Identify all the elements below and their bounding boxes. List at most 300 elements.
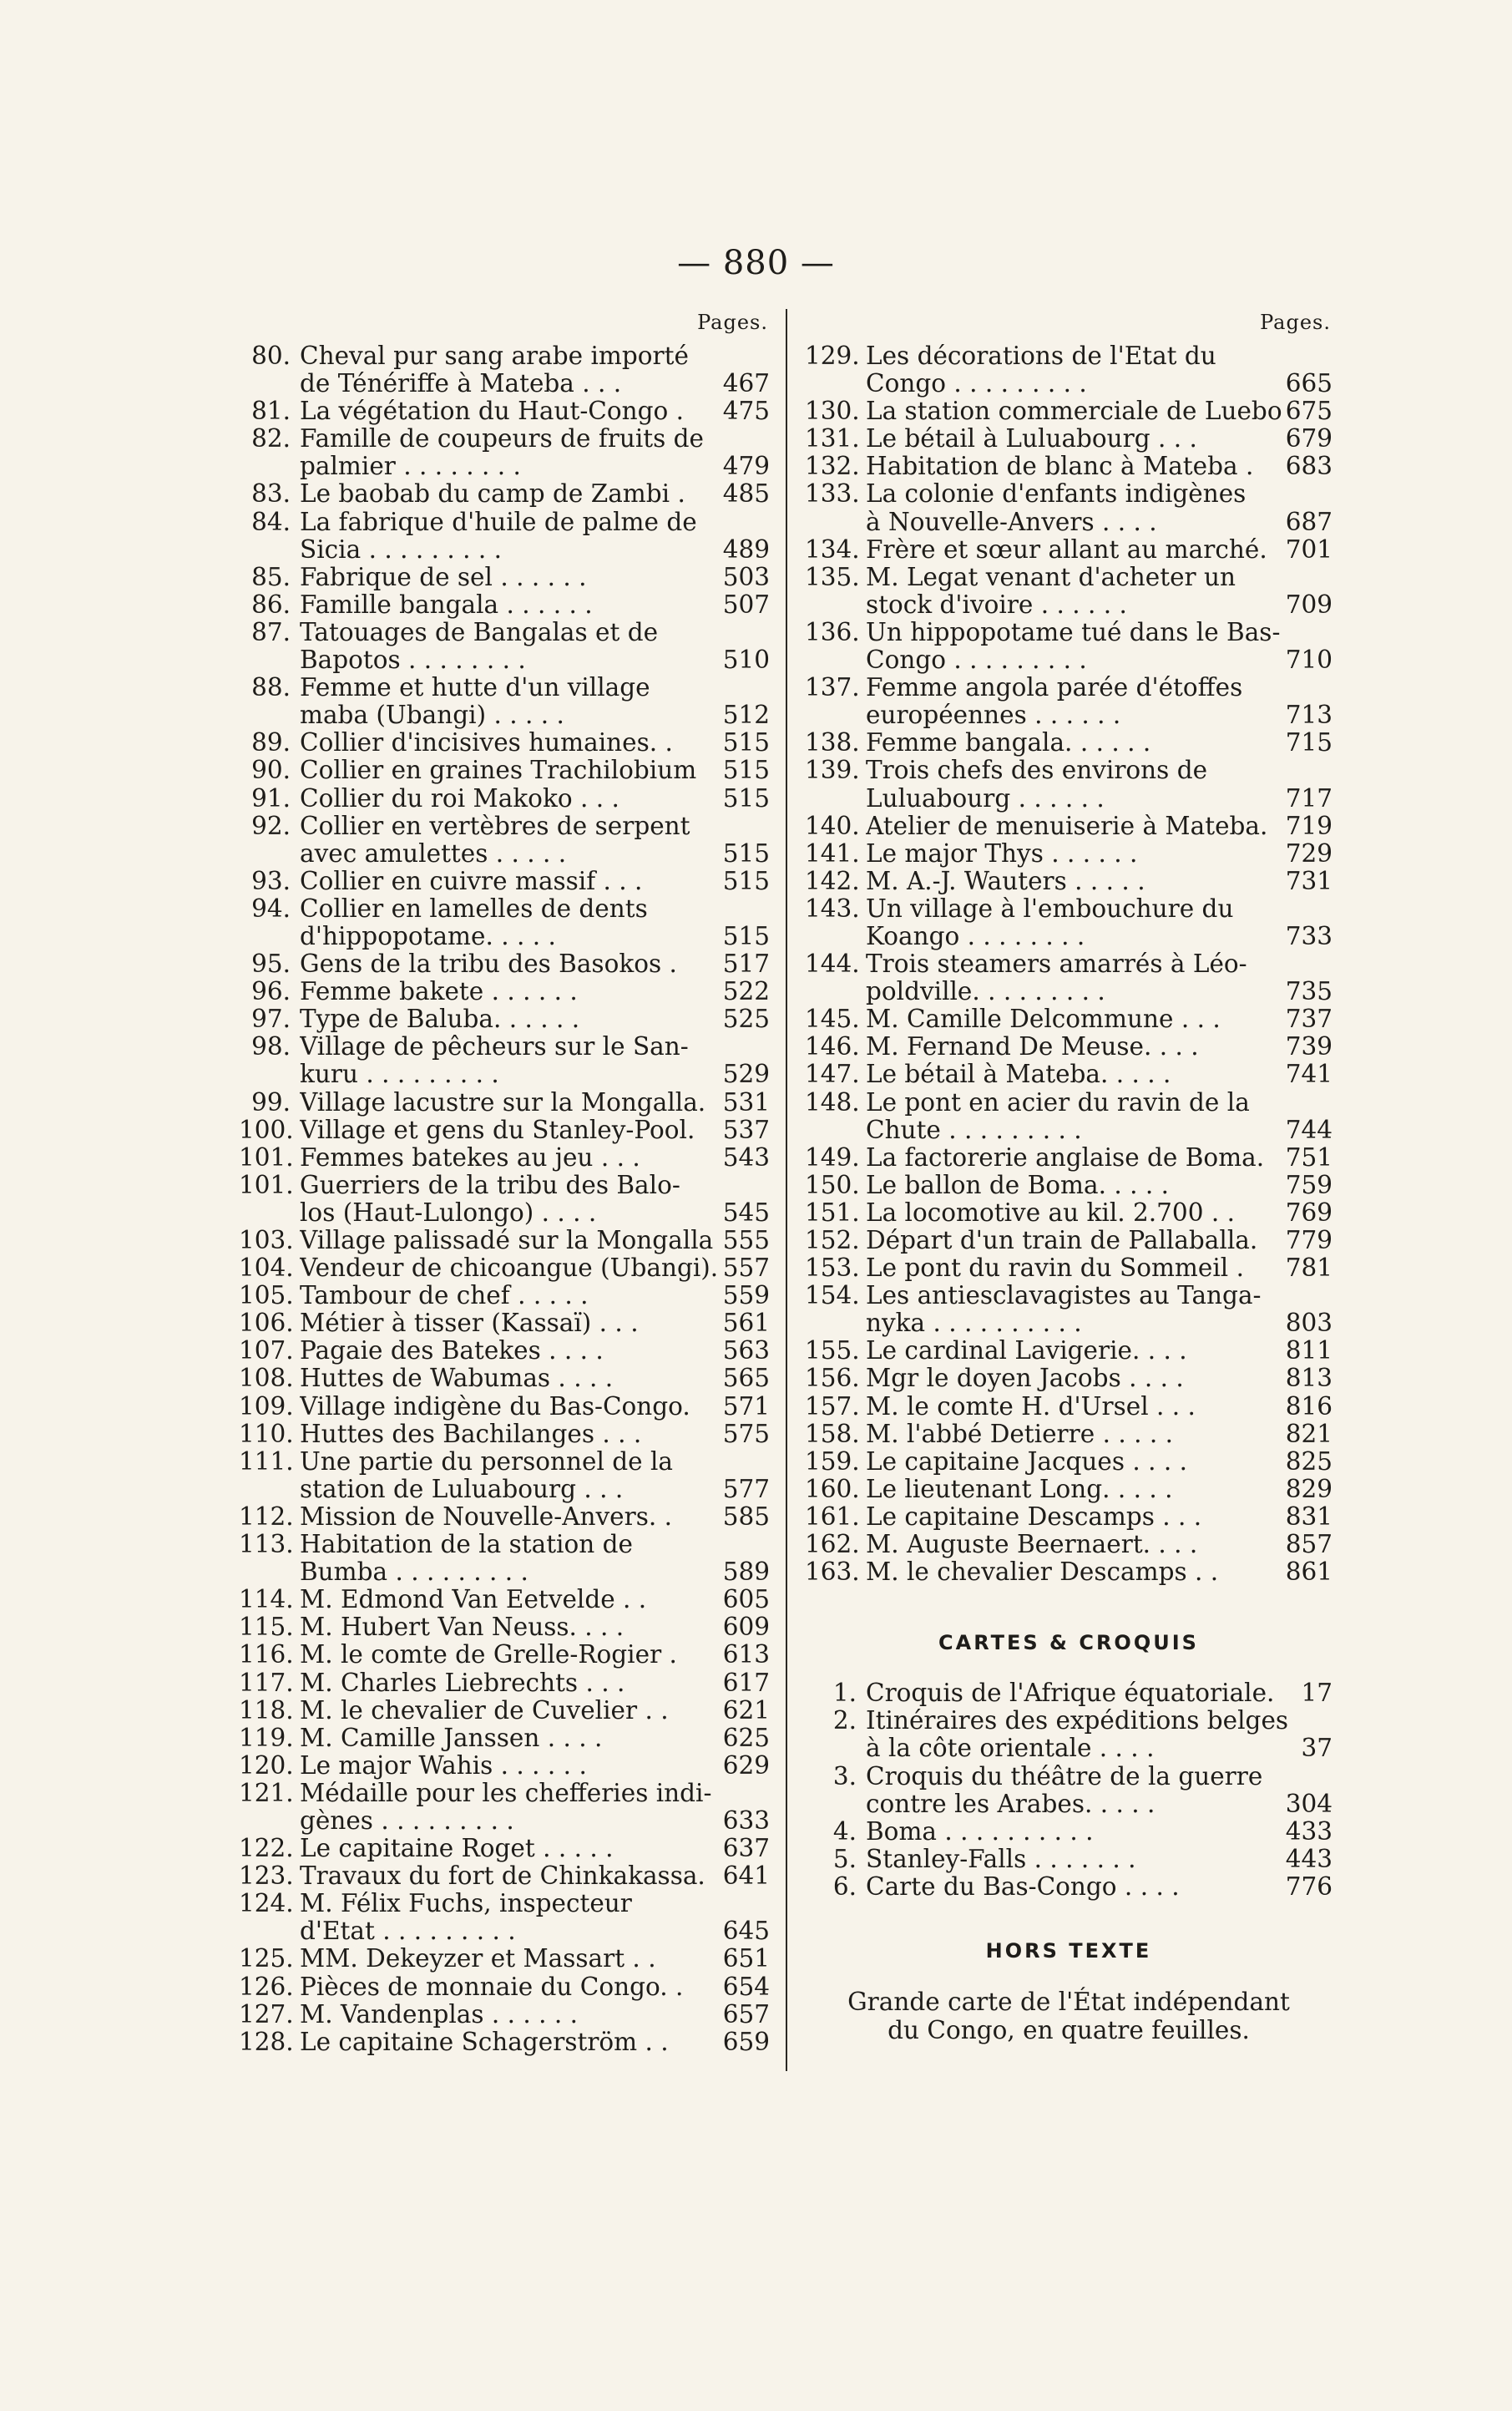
entry-title-line: Cheval pur sang arabe importé bbox=[300, 342, 689, 370]
entry-number: 101. bbox=[239, 1170, 294, 1199]
entry-page-number: 675 bbox=[1285, 397, 1332, 426]
entry-number: 124. bbox=[239, 1889, 294, 1918]
toc-entry bbox=[239, 1337, 770, 1365]
toc-entry bbox=[805, 1476, 1332, 1503]
toc-entry bbox=[805, 425, 1332, 453]
entry-number: 90. bbox=[251, 756, 291, 785]
entry-page-number: 813 bbox=[1285, 1364, 1332, 1393]
entry-page-number: 709 bbox=[1285, 590, 1332, 619]
toc-entry bbox=[239, 1448, 770, 1503]
entry-title-line: M. Vandenplas . . . . . . bbox=[300, 2000, 579, 2029]
entry-title-line: Village indigène du Bas-Congo. bbox=[300, 1392, 690, 1421]
entry-page-number: 585 bbox=[722, 1502, 770, 1531]
entry-number: 91. bbox=[251, 783, 291, 813]
entry-title-line: de Ténériffe à Mateba . . . bbox=[300, 370, 622, 398]
entry-title-line: Médaille pour les chefferies indi- bbox=[300, 1779, 712, 1807]
toc-entry bbox=[239, 1309, 770, 1337]
entry-number: 98. bbox=[251, 1032, 291, 1061]
entry-page-number: 816 bbox=[1285, 1391, 1332, 1421]
entry-page-number: 515 bbox=[722, 783, 770, 813]
toc-entry bbox=[239, 425, 770, 480]
entry-page-number: 503 bbox=[722, 562, 770, 591]
entry-title-line: Le baobab du camp de Zambi . bbox=[300, 480, 685, 509]
toc-entry bbox=[239, 950, 770, 978]
toc-entry bbox=[239, 785, 770, 813]
entry-number: 88. bbox=[251, 673, 291, 702]
toc-entry bbox=[805, 398, 1332, 425]
entry-title-line: Luluabourg . . . . . . bbox=[866, 784, 1105, 813]
entry-title-line: La locomotive au kil. 2.700 . . bbox=[866, 1198, 1235, 1227]
entry-number: 1. bbox=[832, 1679, 857, 1708]
entry-number: 81. bbox=[251, 397, 291, 426]
toc-entry bbox=[239, 480, 770, 508]
entry-title-line: poldville. . . . . . . . . bbox=[866, 978, 1105, 1006]
entry-page-number: 776 bbox=[1285, 1872, 1332, 1901]
entry-title-line: Le major Thys . . . . . . bbox=[866, 839, 1138, 868]
entry-number: 121. bbox=[239, 1778, 294, 1807]
entry-title-line: Le lieutenant Long. . . . . bbox=[866, 1475, 1173, 1503]
entry-title-line: Le capitaine Descamps . . . bbox=[866, 1502, 1202, 1531]
toc-entry bbox=[805, 1365, 1332, 1392]
entry-number: 97. bbox=[251, 1005, 291, 1034]
entry-page-number: 561 bbox=[722, 1309, 770, 1338]
entry-title-line: Congo . . . . . . . . . bbox=[866, 370, 1087, 398]
entry-page-number: 515 bbox=[722, 838, 770, 868]
entry-page-number: 759 bbox=[1285, 1170, 1332, 1199]
entry-title-line: kuru . . . . . . . . . bbox=[300, 1061, 499, 1089]
entry-number: 153. bbox=[805, 1254, 860, 1283]
entry-number: 140. bbox=[805, 811, 860, 840]
entry-page-number: 479 bbox=[722, 452, 770, 481]
cartes-croquis-heading: CARTES & CROQUIS bbox=[938, 1631, 1199, 1655]
toc-entry bbox=[805, 1558, 1332, 1586]
entry-page-number: 517 bbox=[722, 950, 770, 979]
entry-title-line: Un hippopotame tué dans le Bas- bbox=[866, 618, 1281, 646]
entry-title-line: Mgr le doyen Jacobs . . . . bbox=[866, 1365, 1184, 1393]
entry-title-line: Les décorations de l'Etat du bbox=[866, 342, 1216, 370]
entry-page-number: 531 bbox=[722, 1087, 770, 1117]
hors-texte-heading: HORS TEXTE bbox=[985, 1938, 1152, 1963]
entry-page-number: 625 bbox=[722, 1723, 770, 1752]
entry-number: 132. bbox=[805, 452, 860, 481]
toc-entry bbox=[239, 1503, 770, 1531]
toc-entry bbox=[805, 868, 1332, 895]
toc-entry bbox=[805, 480, 1332, 535]
entry-title-line: Stanley-Falls . . . . . . . bbox=[866, 1845, 1136, 1873]
toc-entry bbox=[239, 1586, 770, 1613]
entry-page-number: 589 bbox=[722, 1558, 770, 1587]
entry-page-number: 605 bbox=[722, 1585, 770, 1614]
entry-page-number: 467 bbox=[722, 369, 770, 398]
entry-number: 122. bbox=[239, 1834, 294, 1863]
toc-entry bbox=[239, 342, 770, 398]
toc-entry bbox=[239, 674, 770, 729]
toc-entry bbox=[239, 895, 770, 950]
entry-title-line: Famille de coupeurs de fruits de bbox=[300, 425, 705, 453]
toc-entry bbox=[239, 1365, 770, 1392]
entry-number: 96. bbox=[251, 977, 291, 1006]
entry-number: 129. bbox=[805, 342, 860, 370]
entry-title-line: Le capitaine Jacques . . . . bbox=[866, 1447, 1187, 1476]
entry-title-line: M. le comte H. d'Ursel . . . bbox=[866, 1392, 1196, 1421]
entry-title-line: MM. Dekeyzer et Massart . . bbox=[300, 1945, 656, 1973]
entry-page-number: 803 bbox=[1285, 1309, 1332, 1338]
entry-number: 95. bbox=[251, 950, 291, 979]
entry-page-number: 510 bbox=[722, 646, 770, 675]
entry-title-line: los (Haut-Lulongo) . . . . bbox=[300, 1198, 597, 1227]
entry-page-number: 821 bbox=[1285, 1419, 1332, 1448]
entry-page-number: 571 bbox=[722, 1391, 770, 1421]
entry-page-number: 713 bbox=[1285, 701, 1332, 730]
entry-title-line: gènes . . . . . . . . . bbox=[300, 1806, 514, 1835]
entry-number: 111. bbox=[239, 1446, 294, 1476]
toc-entry bbox=[239, 1835, 770, 1862]
entry-number: 86. bbox=[251, 590, 291, 619]
entry-page-number: 739 bbox=[1285, 1032, 1332, 1061]
toc-entry bbox=[239, 1641, 770, 1669]
hors-texte-line: du Congo, en quatre feuilles. bbox=[887, 2015, 1250, 2044]
entry-title-line: Village de pêcheurs sur le San- bbox=[300, 1033, 689, 1061]
entry-page-number: 512 bbox=[722, 701, 770, 730]
entry-page-number: 831 bbox=[1285, 1502, 1332, 1531]
entry-number: 101. bbox=[239, 1142, 294, 1172]
entry-title-line: Carte du Bas-Congo . . . . bbox=[866, 1872, 1180, 1901]
entry-page-number: 575 bbox=[722, 1419, 770, 1448]
entry-number: 149. bbox=[805, 1142, 860, 1172]
entry-title-line: Une partie du personnel de la bbox=[300, 1447, 674, 1476]
entry-number: 100. bbox=[239, 1115, 294, 1144]
toc-entry bbox=[805, 757, 1332, 812]
entry-page-number: 525 bbox=[722, 1005, 770, 1034]
toc-entry bbox=[239, 1144, 770, 1172]
entry-title-line: avec amulettes . . . . . bbox=[300, 839, 567, 868]
entry-page-number: 617 bbox=[722, 1668, 770, 1697]
toc-entry bbox=[805, 1679, 1332, 1707]
entry-page-number: 811 bbox=[1285, 1336, 1332, 1365]
entry-number: 4. bbox=[832, 1816, 857, 1846]
entry-page-number: 545 bbox=[722, 1198, 770, 1227]
entry-page-number: 654 bbox=[722, 1972, 770, 2001]
entry-title-line: européennes . . . . . . bbox=[866, 702, 1121, 730]
entry-page-number: 657 bbox=[722, 1999, 770, 2029]
entry-title-line: Croquis du théâtre de la guerre bbox=[866, 1762, 1263, 1791]
entry-number: 94. bbox=[251, 894, 291, 923]
entry-number: 141. bbox=[805, 838, 860, 868]
toc-entry bbox=[239, 509, 770, 564]
entry-page-number: 489 bbox=[722, 534, 770, 564]
entry-number: 82. bbox=[251, 424, 291, 453]
entry-page-number: 515 bbox=[722, 921, 770, 950]
entry-title-line: M. le chevalier Descamps . . bbox=[866, 1558, 1219, 1587]
entry-number: 105. bbox=[239, 1281, 294, 1310]
entry-number: 134. bbox=[805, 534, 860, 564]
toc-entry bbox=[239, 1613, 770, 1641]
entry-title-line: M. A.-J. Wauters . . . . . bbox=[866, 867, 1145, 895]
entry-page-number: 641 bbox=[722, 1861, 770, 1891]
toc-entry bbox=[239, 1117, 770, 1144]
entry-number: 163. bbox=[805, 1558, 860, 1587]
toc-entry bbox=[805, 1005, 1332, 1033]
toc-entry bbox=[805, 895, 1332, 950]
toc-entry bbox=[805, 536, 1332, 564]
toc-entry bbox=[805, 813, 1332, 840]
entry-page-number: 529 bbox=[722, 1060, 770, 1089]
entry-title-line: M. Edmond Van Eetvelde . . bbox=[300, 1586, 647, 1614]
toc-entry bbox=[805, 1503, 1332, 1531]
entry-title-line: M. Camille Delcommune . . . bbox=[866, 1005, 1221, 1034]
entry-page-number: 555 bbox=[722, 1226, 770, 1254]
entry-page-number: 475 bbox=[722, 397, 770, 426]
toc-entry bbox=[805, 1061, 1332, 1088]
entry-title-line: Croquis de l'Afrique équatoriale. bbox=[866, 1679, 1275, 1708]
entry-number: 93. bbox=[251, 866, 291, 895]
toc-entry bbox=[239, 1697, 770, 1725]
entry-title-line: Le pont du ravin du Sommeil . bbox=[866, 1254, 1244, 1283]
toc-entry bbox=[239, 591, 770, 619]
entry-title-line: Collier d'incisives humaines. . bbox=[300, 729, 673, 757]
entry-number: 144. bbox=[805, 950, 860, 979]
toc-entry bbox=[805, 1818, 1332, 1846]
entry-page-number: 565 bbox=[722, 1364, 770, 1393]
entry-title-line: stock d'ivoire . . . . . . bbox=[866, 590, 1127, 619]
entry-number: 147. bbox=[805, 1060, 860, 1089]
entry-number: 113. bbox=[239, 1530, 294, 1559]
entry-page-number: 433 bbox=[1285, 1816, 1332, 1846]
entry-page-number: 621 bbox=[722, 1695, 770, 1725]
entry-page-number: 629 bbox=[722, 1750, 770, 1780]
entry-page-number: 857 bbox=[1285, 1530, 1332, 1559]
toc-entry bbox=[239, 1421, 770, 1448]
entry-page-number: 744 bbox=[1285, 1115, 1332, 1144]
toc-entry bbox=[805, 1227, 1332, 1254]
entry-page-number: 829 bbox=[1285, 1474, 1332, 1503]
entry-number: 143. bbox=[805, 894, 860, 923]
entry-title-line: Bapotos . . . . . . . . bbox=[300, 646, 526, 675]
column-divider bbox=[786, 309, 787, 2071]
toc-entry bbox=[239, 978, 770, 1005]
entry-title-line: station de Luluabourg . . . bbox=[300, 1475, 624, 1503]
entry-title-line: Trois steamers amarrés à Léo- bbox=[866, 950, 1247, 979]
entry-number: 130. bbox=[805, 397, 860, 426]
entry-page-number: 637 bbox=[722, 1834, 770, 1863]
entry-page-number: 769 bbox=[1285, 1198, 1332, 1227]
entry-page-number: 645 bbox=[722, 1917, 770, 1946]
entry-title-line: Collier en cuivre massif . . . bbox=[300, 867, 643, 895]
entry-title-line: La colonie d'enfants indigènes bbox=[866, 480, 1247, 509]
entry-title-line: Femmes batekes au jeu . . . bbox=[300, 1143, 640, 1172]
entry-number: 99. bbox=[251, 1087, 291, 1117]
entry-title-line: M. le comte de Grelle-Rogier . bbox=[300, 1641, 677, 1669]
entry-number: 155. bbox=[805, 1336, 860, 1365]
entry-number: 2. bbox=[832, 1706, 857, 1735]
entry-title-line: Fabrique de sel . . . . . . bbox=[300, 563, 587, 591]
entry-number: 157. bbox=[805, 1391, 860, 1421]
entry-number: 118. bbox=[239, 1695, 294, 1725]
entry-title-line: M. l'abbé Detierre . . . . . bbox=[866, 1420, 1173, 1448]
entry-number: 106. bbox=[239, 1309, 294, 1338]
entry-number: 3. bbox=[832, 1761, 857, 1791]
entry-number: 85. bbox=[251, 562, 291, 591]
entry-title-line: M. Félix Fuchs, inspecteur bbox=[300, 1890, 632, 1918]
entry-title-line: Femme angola parée d'étoffes bbox=[866, 674, 1243, 702]
entry-number: 117. bbox=[239, 1668, 294, 1697]
hors-texte-description bbox=[805, 1988, 1332, 2044]
entry-number: 80. bbox=[251, 342, 291, 370]
entry-number: 150. bbox=[805, 1170, 860, 1199]
entry-title-line: Tambour de chef . . . . . bbox=[300, 1282, 589, 1310]
entry-page-number: 37 bbox=[1301, 1734, 1332, 1763]
toc-entry bbox=[239, 1752, 770, 1780]
toc-entry bbox=[239, 619, 770, 674]
left-column bbox=[239, 311, 770, 2056]
toc-entry bbox=[239, 1531, 770, 1586]
entry-number: 138. bbox=[805, 728, 860, 757]
toc-entry bbox=[805, 729, 1332, 757]
entry-number: 112. bbox=[239, 1502, 294, 1531]
toc-entry bbox=[239, 1862, 770, 1890]
entry-page-number: 537 bbox=[722, 1115, 770, 1144]
entry-number: 127. bbox=[239, 1999, 294, 2029]
entry-title-line: Femme bangala. . . . . . bbox=[866, 729, 1151, 757]
entry-number: 137. bbox=[805, 673, 860, 702]
entry-title-line: La factorerie anglaise de Boma. bbox=[866, 1143, 1265, 1172]
entry-title-line: M. Camille Janssen . . . . bbox=[300, 1724, 603, 1752]
entry-number: 83. bbox=[251, 479, 291, 509]
entry-title-line: Le cardinal Lavigerie. . . . bbox=[866, 1337, 1187, 1365]
entry-title-line: Type de Baluba. . . . . . bbox=[300, 1005, 580, 1034]
entry-title-line: M. Legat venant d'acheter un bbox=[866, 563, 1236, 591]
entry-page-number: 557 bbox=[722, 1254, 770, 1283]
entry-number: 5. bbox=[832, 1844, 857, 1873]
entry-page-number: 729 bbox=[1285, 838, 1332, 868]
entry-title-line: nyka . . . . . . . . . . bbox=[866, 1309, 1082, 1338]
entry-title-line: Le pont en acier du ravin de la bbox=[866, 1088, 1250, 1117]
entry-page-number: 515 bbox=[722, 866, 770, 895]
toc-entry bbox=[239, 1005, 770, 1033]
entry-number: 135. bbox=[805, 562, 860, 591]
entry-title-line: Village lacustre sur la Mongalla. bbox=[300, 1088, 706, 1117]
toc-entry bbox=[805, 1421, 1332, 1448]
entry-page-number: 443 bbox=[1285, 1844, 1332, 1873]
entry-number: 107. bbox=[239, 1336, 294, 1365]
entry-number: 6. bbox=[832, 1872, 857, 1901]
entry-title-line: Femme bakete . . . . . . bbox=[300, 978, 578, 1006]
toc-entry bbox=[805, 1393, 1332, 1421]
entry-title-line: Mission de Nouvelle-Anvers. . bbox=[300, 1502, 673, 1531]
entry-title-line: Chute . . . . . . . . . bbox=[866, 1116, 1082, 1144]
entry-page-number: 751 bbox=[1285, 1142, 1332, 1172]
entry-title-line: Habitation de la station de bbox=[300, 1531, 633, 1559]
pages-header-left: Pages. bbox=[697, 311, 768, 334]
entry-page-number: 507 bbox=[722, 590, 770, 619]
entry-number: 152. bbox=[805, 1226, 860, 1254]
entry-title-line: Village palissadé sur la Mongalla bbox=[300, 1227, 714, 1254]
entry-page-number: 485 bbox=[722, 479, 770, 509]
entry-title-line: Collier en vertèbres de serpent bbox=[300, 812, 690, 840]
entry-number: 115. bbox=[239, 1613, 294, 1642]
toc-entry bbox=[239, 1282, 770, 1309]
entry-page-number: 687 bbox=[1285, 507, 1332, 536]
entry-title-line: contre les Arabes. . . . . bbox=[866, 1790, 1155, 1818]
right-column bbox=[805, 311, 1332, 2044]
entry-number: 109. bbox=[239, 1391, 294, 1421]
entry-title-line: La fabrique d'huile de palme de bbox=[300, 508, 697, 536]
entry-title-line: palmier . . . . . . . . bbox=[300, 453, 521, 481]
entry-page-number: 825 bbox=[1285, 1446, 1332, 1476]
toc-entry bbox=[805, 1531, 1332, 1558]
entry-title-line: Congo . . . . . . . . . bbox=[866, 646, 1087, 675]
entry-number: 84. bbox=[251, 507, 291, 536]
entry-title-line: Départ d'un train de Pallaballa. bbox=[866, 1227, 1258, 1254]
entry-title-line: Les antiesclavagistes au Tanga- bbox=[866, 1282, 1262, 1310]
entry-page-number: 651 bbox=[722, 1944, 770, 1973]
toc-entry bbox=[805, 674, 1332, 729]
entry-number: 154. bbox=[805, 1281, 860, 1310]
entry-page-number: 609 bbox=[722, 1613, 770, 1642]
entry-title-line: M. le chevalier de Cuvelier . . bbox=[300, 1696, 669, 1725]
entry-page-number: 781 bbox=[1285, 1254, 1332, 1283]
entry-title-line: Guerriers de la tribu des Balo- bbox=[300, 1171, 680, 1199]
toc-entry bbox=[239, 868, 770, 895]
page-number: — 880 — bbox=[677, 244, 835, 282]
entry-title-line: Sicia . . . . . . . . . bbox=[300, 535, 502, 564]
entry-page-number: 543 bbox=[722, 1142, 770, 1172]
toc-entry bbox=[239, 1725, 770, 1752]
entry-page-number: 665 bbox=[1285, 369, 1332, 398]
entry-title-line: Tatouages de Bangalas et de bbox=[300, 618, 659, 646]
entry-number: 104. bbox=[239, 1254, 294, 1283]
entry-title-line: Le major Wahis . . . . . . bbox=[300, 1751, 587, 1780]
toc-entry bbox=[239, 564, 770, 591]
entry-number: 126. bbox=[239, 1972, 294, 2001]
entry-title-line: Boma . . . . . . . . . . bbox=[866, 1817, 1094, 1846]
entry-title-line: La végétation du Haut-Congo . bbox=[300, 398, 685, 426]
toc-entry bbox=[805, 342, 1332, 398]
toc-entry bbox=[239, 1033, 770, 1088]
entry-title-line: Le ballon de Boma. . . . . bbox=[866, 1171, 1170, 1199]
entry-number: 136. bbox=[805, 617, 860, 646]
entry-number: 158. bbox=[805, 1419, 860, 1448]
entry-title-line: Frère et sœur allant au marché. bbox=[866, 535, 1267, 564]
entry-page-number: 659 bbox=[722, 2027, 770, 2056]
toc-entry bbox=[805, 564, 1332, 619]
entry-title-line: M. Auguste Beernaert. . . . bbox=[866, 1531, 1198, 1559]
entry-title-line: Pagaie des Batekes . . . . bbox=[300, 1337, 604, 1365]
entry-number: 142. bbox=[805, 866, 860, 895]
entry-title-line: M. Fernand De Meuse. . . . bbox=[866, 1033, 1199, 1061]
entry-number: 131. bbox=[805, 424, 860, 453]
toc-entry bbox=[239, 1227, 770, 1254]
entry-title-line: Travaux du fort de Chinkakassa. bbox=[300, 1862, 705, 1891]
toc-entry bbox=[239, 757, 770, 784]
entry-number: 128. bbox=[239, 2027, 294, 2056]
entry-page-number: 737 bbox=[1285, 1005, 1332, 1034]
entry-page-number: 710 bbox=[1285, 646, 1332, 675]
entry-title-line: Trois chefs des environs de bbox=[866, 757, 1208, 785]
entry-title-line: M. Hubert Van Neuss. . . . bbox=[300, 1613, 625, 1642]
toc-entry bbox=[805, 1448, 1332, 1476]
entry-title-line: Collier en graines Trachilobium bbox=[300, 757, 697, 785]
entry-page-number: 731 bbox=[1285, 866, 1332, 895]
toc-entry bbox=[805, 1172, 1332, 1199]
toc-entry bbox=[805, 1707, 1332, 1762]
entry-number: 89. bbox=[251, 728, 291, 757]
entry-number: 159. bbox=[805, 1446, 860, 1476]
entry-page-number: 717 bbox=[1285, 783, 1332, 813]
entry-title-line: Koango . . . . . . . . bbox=[866, 922, 1085, 950]
toc-entry bbox=[239, 1089, 770, 1117]
entry-page-number: 779 bbox=[1285, 1226, 1332, 1254]
